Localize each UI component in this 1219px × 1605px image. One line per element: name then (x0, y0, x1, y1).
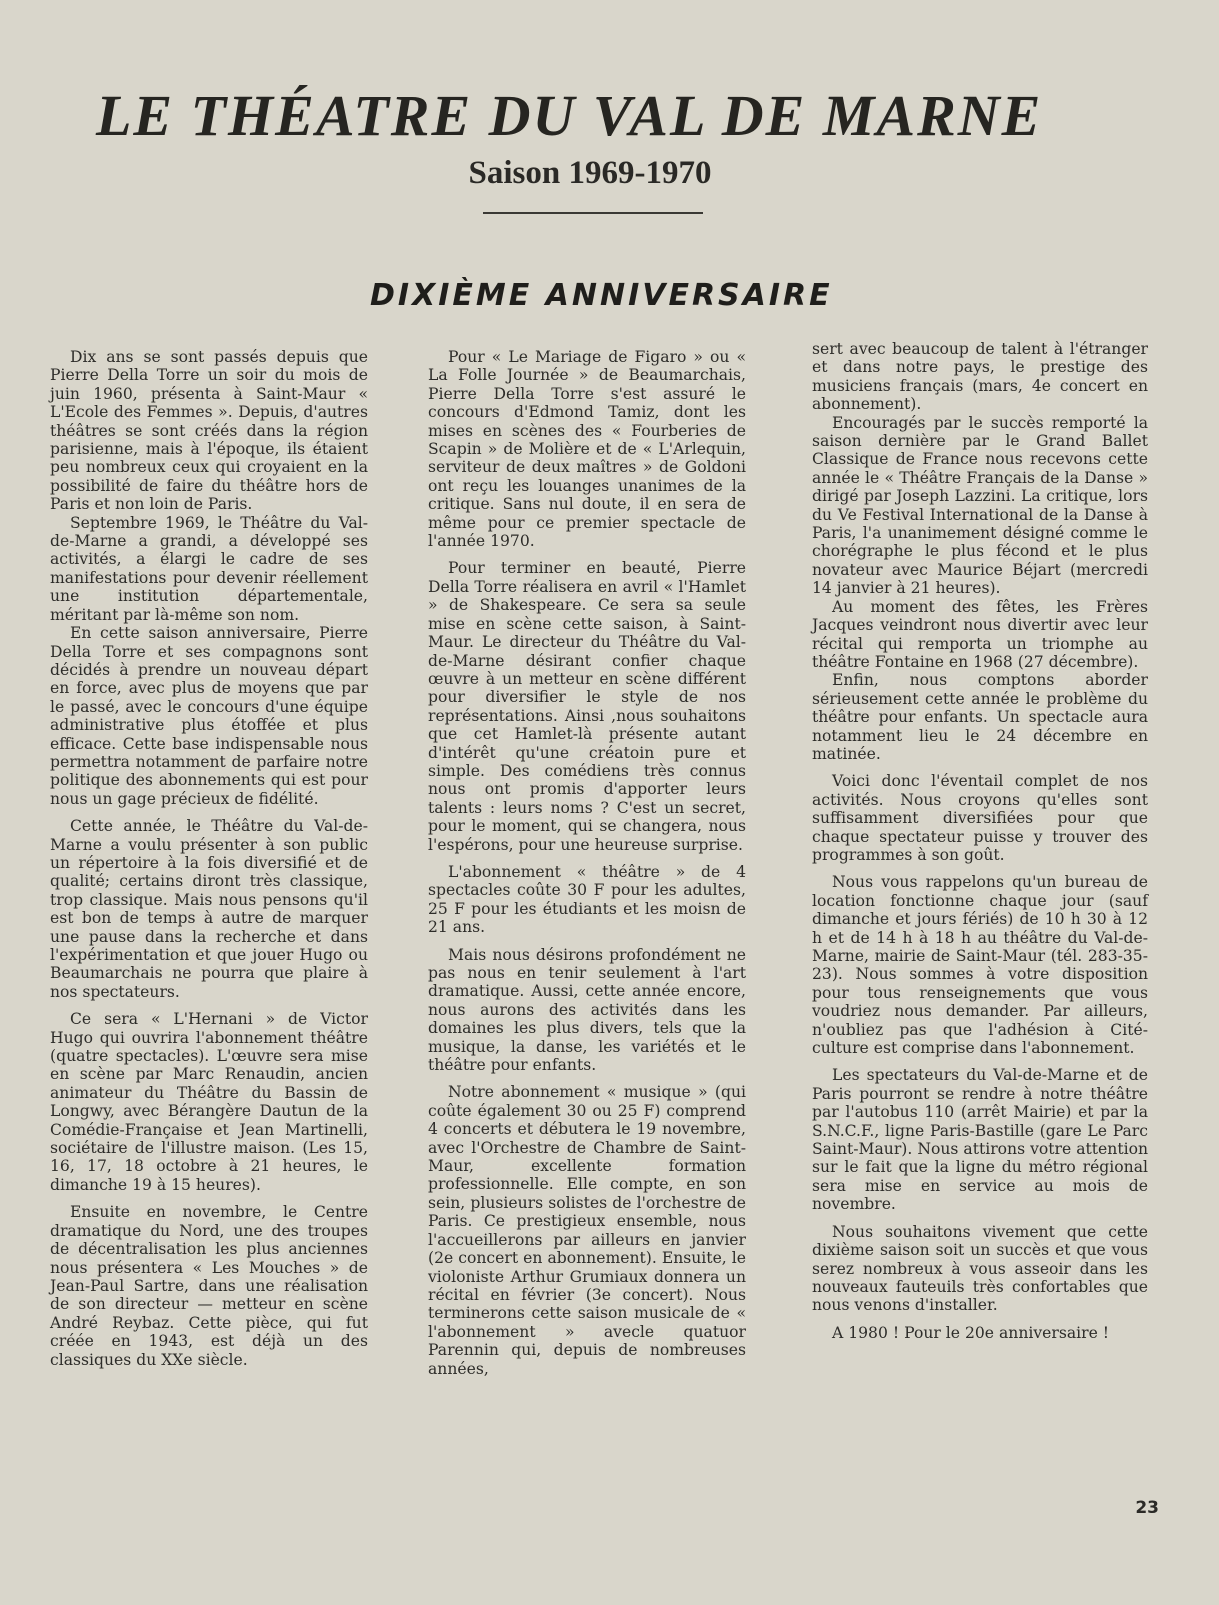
paragraph: En cette saison anniversaire, Pierre Della Torre et ses compagnons sont décidés à prendre un nouveau départ en force, avec plus de moyens que par le passé, avec le concours d'une équipe administrative plus étoffée et plus efficace. Cette base indispensable nous permettra notamment de parfaire notre politique des abonnements qui est pour nous un gage précieux de fidélité. (50, 624, 368, 808)
article-column-3 (812, 340, 1148, 1342)
paragraph: Nous vous rappelons qu'un bureau de location fonctionne chaque jour (sauf dimanche et jours fériés) de 10 h 30 à 12 h et de 14 h à 18 h au théâtre du Val-de-Marne, mairie de Saint-Maur (tél. 283-35-23). Nous sommes à votre disposition pour tous renseignements que vous voudriez nous demander. Par ailleurs, n'oubliez pas que l'adhésion à Cité-culture est comprise dans l'abonnement. (812, 873, 1148, 1058)
paragraph: L'abonnement « théâtre » de 4 spectacles coûte 30 F pour les adultes, 25 F pour les étudiants et les moisn de 21 ans. (428, 862, 746, 937)
paragraph: Dix ans se sont passés depuis que Pierre Della Torre un soir du mois de juin 1960, présenta à Saint-Maur « L'Ecole des Femmes ». Depuis, d'autres théâtres se sont créés dans la région parisienne, mais à l'époque, ils étaient peu nombreux ceux qui croyaient en la possibilité de faire du théâtre hors de Paris et non loin de Paris. (50, 348, 368, 514)
season-subtitle: Saison 1969-1970 (468, 155, 712, 191)
paragraph: Encouragés par le succès remporté la saison dernière par le Grand Ballet Classique de France nous recevons cette année le « Théâtre Français de la Danse » dirigé par Joseph Lazzini. La critique, lors du Ve Festival International de la Danse à Paris, l'a unanimement désigné comme le chorégraphe le plus fécond et le plus novateur avec Maurice Béjart (mercredi 14 janvier à 21 heures). (812, 413, 1148, 598)
paragraph: sert avec beaucoup de talent à l'étranger et dans notre pays, le prestige des musiciens français (mars, 4e concert en abonnement). (812, 340, 1148, 414)
paragraph: Cette année, le Théâtre du Val-de-Marne a voulu présenter à son public un répertoire à la fois diversifié et de qualité; certains diront très classique, trop classique. Mais nous pensons qu'il est bon de temps à autre de marquer une pause dans la recherche et dans l'expérimentation et que jouer Hugo ou Beaumarchais ne pourra que plaire à nos spectateurs. (50, 817, 368, 1001)
paragraph: Enfin, nous comptons aborder sérieusement cette année le problème du théâtre pour enfants. Un spectacle aura notamment lieu le 24 décembre en matinée. (812, 671, 1148, 763)
article-column-2 (428, 348, 746, 1378)
paragraph: Notre abonnement « musique » (qui coûte également 30 ou 25 F) comprend 4 concerts et débutera le 19 novembre, avec l'Orchestre de Chambre de Saint-Maur, excellente formation professionnelle. Elle compte, en son sein, plusieurs solistes de l'orchestre de Paris. Ce prestigieux ensemble, nous l'accueillerons par ailleurs en janvier (2e concert en abonnement). Ensuite, le violoniste Arthur Grumiaux donnera un récital en février (3e concert). Nous terminerons cette saison musicale de « l'abonnement » avecle quatuor Parennin qui, depuis de nombreuses années, (428, 1083, 746, 1378)
paragraph: Nous souhaitons vivement que cette dixième saison soit un succès et que vous serez nombreux à vous asseoir dans les nouveaux fauteuils très confortables que nous venons d'installer. (812, 1222, 1148, 1315)
paragraph: Ce sera « L'Hernani » de Victor Hugo qui ouvrira l'abonnement théâtre (quatre spectacles). L'œuvre sera mise en scène par Marc Renaudin, ancien animateur du Théâtre du Bassin de Longwy, avec Bérangère Dautun de la Comédie-Française et Jean Martinelli, sociétaire de l'illustre maison. (Les 15, 16, 17, 18 octobre à 21 heures, le dimanche 19 à 15 heures). (50, 1010, 368, 1194)
paragraph: Voici donc l'éventail complet de nos activités. Nous croyons qu'elles sont suffisamment diversifiées pour que chaque spectateur puisse y trouver des programmes à son goût. (812, 772, 1148, 864)
paragraph: Mais nous désirons profondément ne pas nous en tenir seulement à l'art dramatique. Aussi, cette année encore, nous aurons des activités dans les domaines les plus divers, tels que la musique, la danse, les variétés et le théâtre pour enfants. (428, 945, 746, 1075)
title-divider (483, 212, 703, 214)
paragraph: Ensuite en novembre, le Centre dramatique du Nord, une des troupes de décentralisation les plus anciennes nous présentera « Les Mouches » de Jean-Paul Sartre, dans une réalisation de son directeur — metteur en scène André Reybaz. Cette pièce, qui fut créée en 1943, est déjà un des classiques du XXe siècle. (50, 1203, 368, 1369)
paragraph: Pour terminer en beauté, Pierre Della Torre réalisera en avril « l'Hamlet » de Shakespeare. Ce sera sa seule mise en scène cette saison, à Saint-Maur. Le directeur du Théâtre du Val-de-Marne désirant confier chaque œuvre à un metteur en scène différent pour diversifier le style de nos représentations. Ainsi ,nous souhaitons que cet Hamlet-là présente autant d'intérêt qu'une créatoin pure et simple. Des comédiens très connus nous ont promis d'apporter leurs talents : leurs noms ? C'est un secret, pour le moment, qui se changera, nous l'espérons, pour une heureuse surprise. (428, 559, 746, 854)
paragraph: Les spectateurs du Val-de-Marne et de Paris pourront se rendre à notre théâtre par l'autobus 110 (arrêt Mairie) et par la S.N.C.F., ligne Paris-Bastille (gare Le Parc Saint-Maur). Nous attirons votre attention sur le fait que la ligne du métro régional sera mise en service au mois de novembre. (812, 1066, 1148, 1214)
paragraph: Septembre 1969, le Théâtre du Val-de-Marne a grandi, a développé ses activités, a élargi le cadre de ses manifestations pour devenir réellement une institution départementale, méritant par là-même son nom. (50, 513, 368, 624)
paragraph: Au moment des fêtes, les Frères Jacques veindront nous divertir avec leur récital qui remporta un triomphe au théâtre Fontaine en 1968 (27 décembre). (812, 597, 1148, 671)
paragraph: Pour « Le Mariage de Figaro » ou « La Folle Journée » de Beaumarchais, Pierre Della Torre s'est assuré le concours d'Edmond Tamiz, dont les mises en scènes des « Fourberies de Scapin » de Molière et de « L'Arlequin, serviteur de deux maîtres » de Goldoni ont reçu les louanges unanimes de la critique. Sans nul doute, il en sera de même pour ce premier spectacle de l'année 1970. (428, 348, 746, 551)
page-title: LE THÉATRE DU VAL DE MARNE (96, 83, 1043, 148)
paragraph: A 1980 ! Pour le 20e anniversaire ! (832, 1323, 1110, 1342)
page-number: 23 (1135, 1498, 1159, 1518)
article-column-1 (50, 348, 368, 1369)
section-heading: DIXIÈME ANNIVERSAIRE (370, 278, 833, 313)
